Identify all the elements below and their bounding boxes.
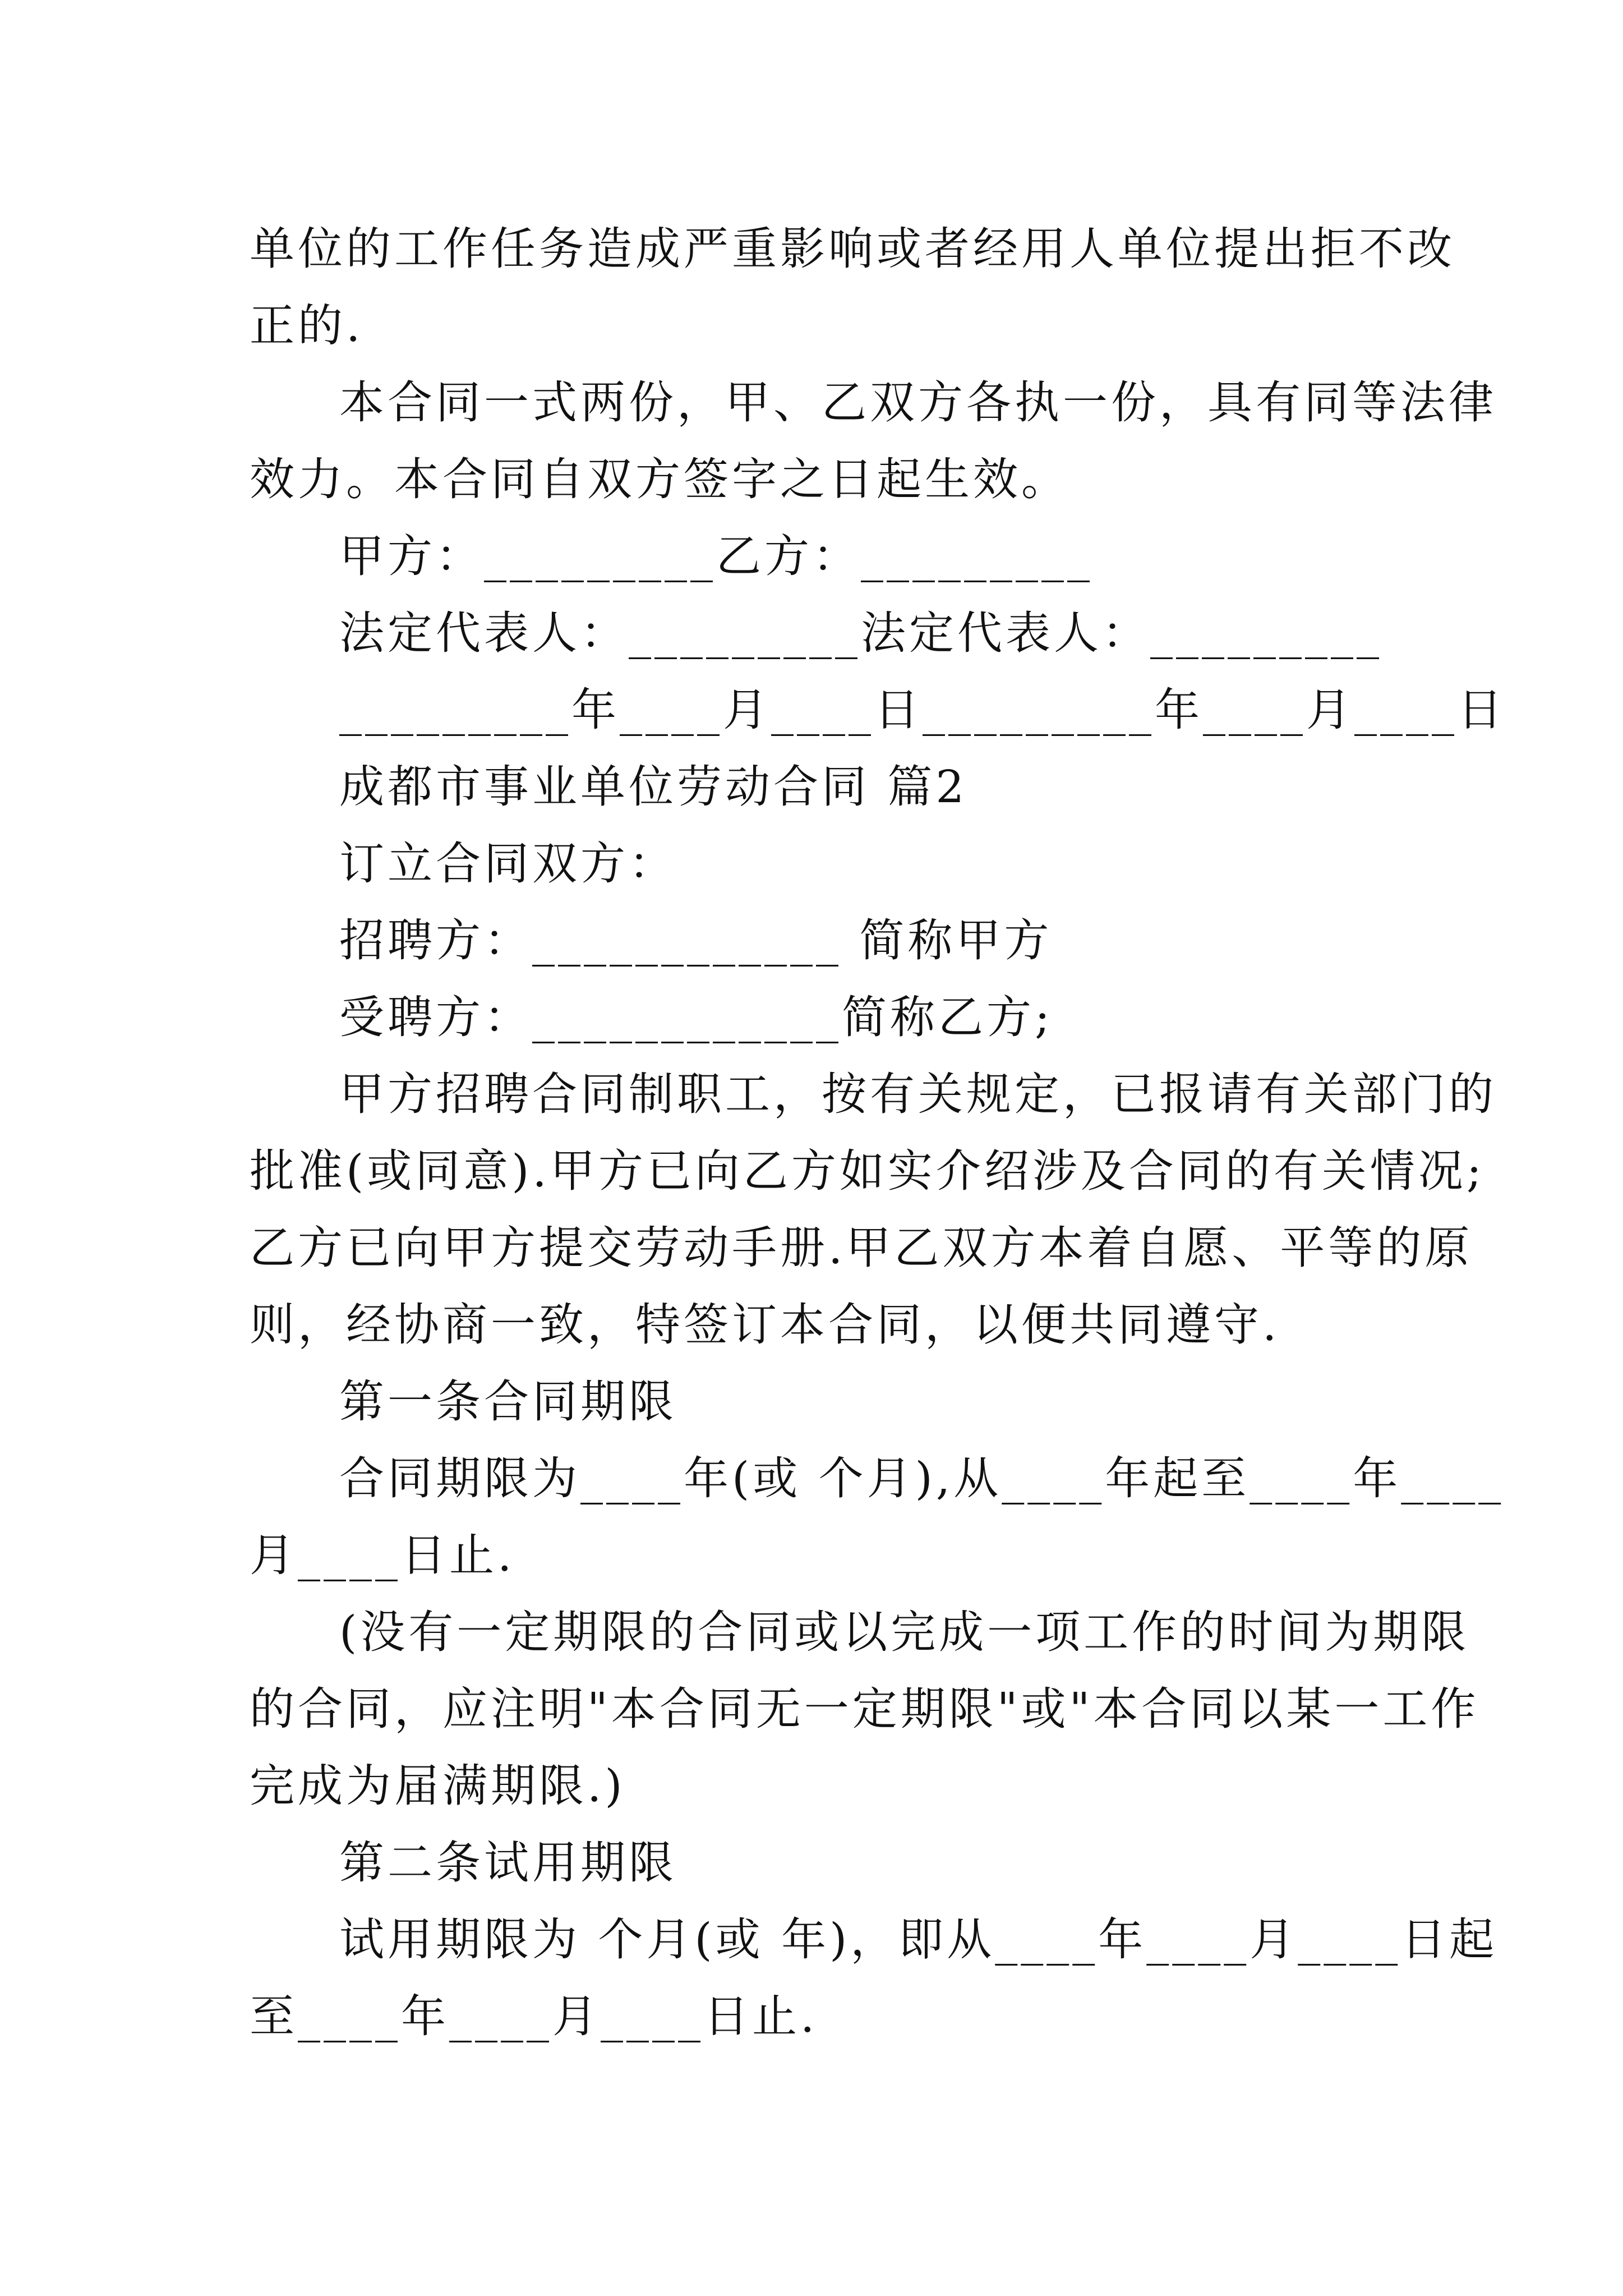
document-line: 批准(或同意).甲方已向乙方如实介绍涉及合同的有关情况; [250, 1145, 1485, 1197]
document-body [250, 210, 1506, 2055]
document-line: 正的. [250, 300, 364, 352]
document-line: 月____日止. [250, 1529, 515, 1581]
document-line: 甲方：_________乙方：_________ [339, 530, 1093, 582]
document-line: 本合同一式两份，甲、乙双方各执一份，具有同等法律 [339, 376, 1497, 429]
document-line: 订立合同双方： [339, 838, 677, 890]
document-line: 单位的工作任务造成严重影响或者经用人单位提出拒不改 [250, 223, 1455, 275]
document-line: _________年____月____日_________年____月____日 [339, 684, 1506, 736]
document-line: 的合同，应注明"本合同无一定期限"或"本合同以某一工作 [250, 1683, 1479, 1735]
document-line: 合同期限为____年(或 个月),从____年起至____年____ [339, 1452, 1505, 1504]
document-line: 法定代表人：_________法定代表人：_________ [339, 607, 1382, 659]
document-line: 效力。本合同自双方签字之日起生效。 [250, 453, 1069, 505]
document-line: 第一条合同期限 [339, 1375, 677, 1428]
document-line: (没有一定期限的合同或以完成一项工作的时间为期限 [339, 1606, 1470, 1658]
document-line: 甲方招聘合同制职工，按有关规定，已报请有关部门的 [339, 1068, 1497, 1120]
document-line: 试用期限为 个月(或 年)，即从____年____月____日起 [339, 1913, 1498, 1966]
document-line: 第二条试用期限 [339, 1837, 677, 1889]
document-line: 完成为届满期限.) [250, 1760, 626, 1812]
document-line: 受聘方：____________简称乙方; [339, 991, 1053, 1043]
document-line: 乙方已向甲方提交劳动手册.甲乙双方本着自愿、平等的原 [250, 1222, 1473, 1274]
document-line: 成都市事业单位劳动合同 篇2 [339, 761, 968, 813]
document-line: 至____年____月____日止. [250, 1990, 818, 2042]
document-line: 招聘方：____________ 简称甲方 [339, 914, 1053, 967]
document-line: 则，经协商一致，特签订本合同，以便共同遵守. [250, 1299, 1280, 1351]
